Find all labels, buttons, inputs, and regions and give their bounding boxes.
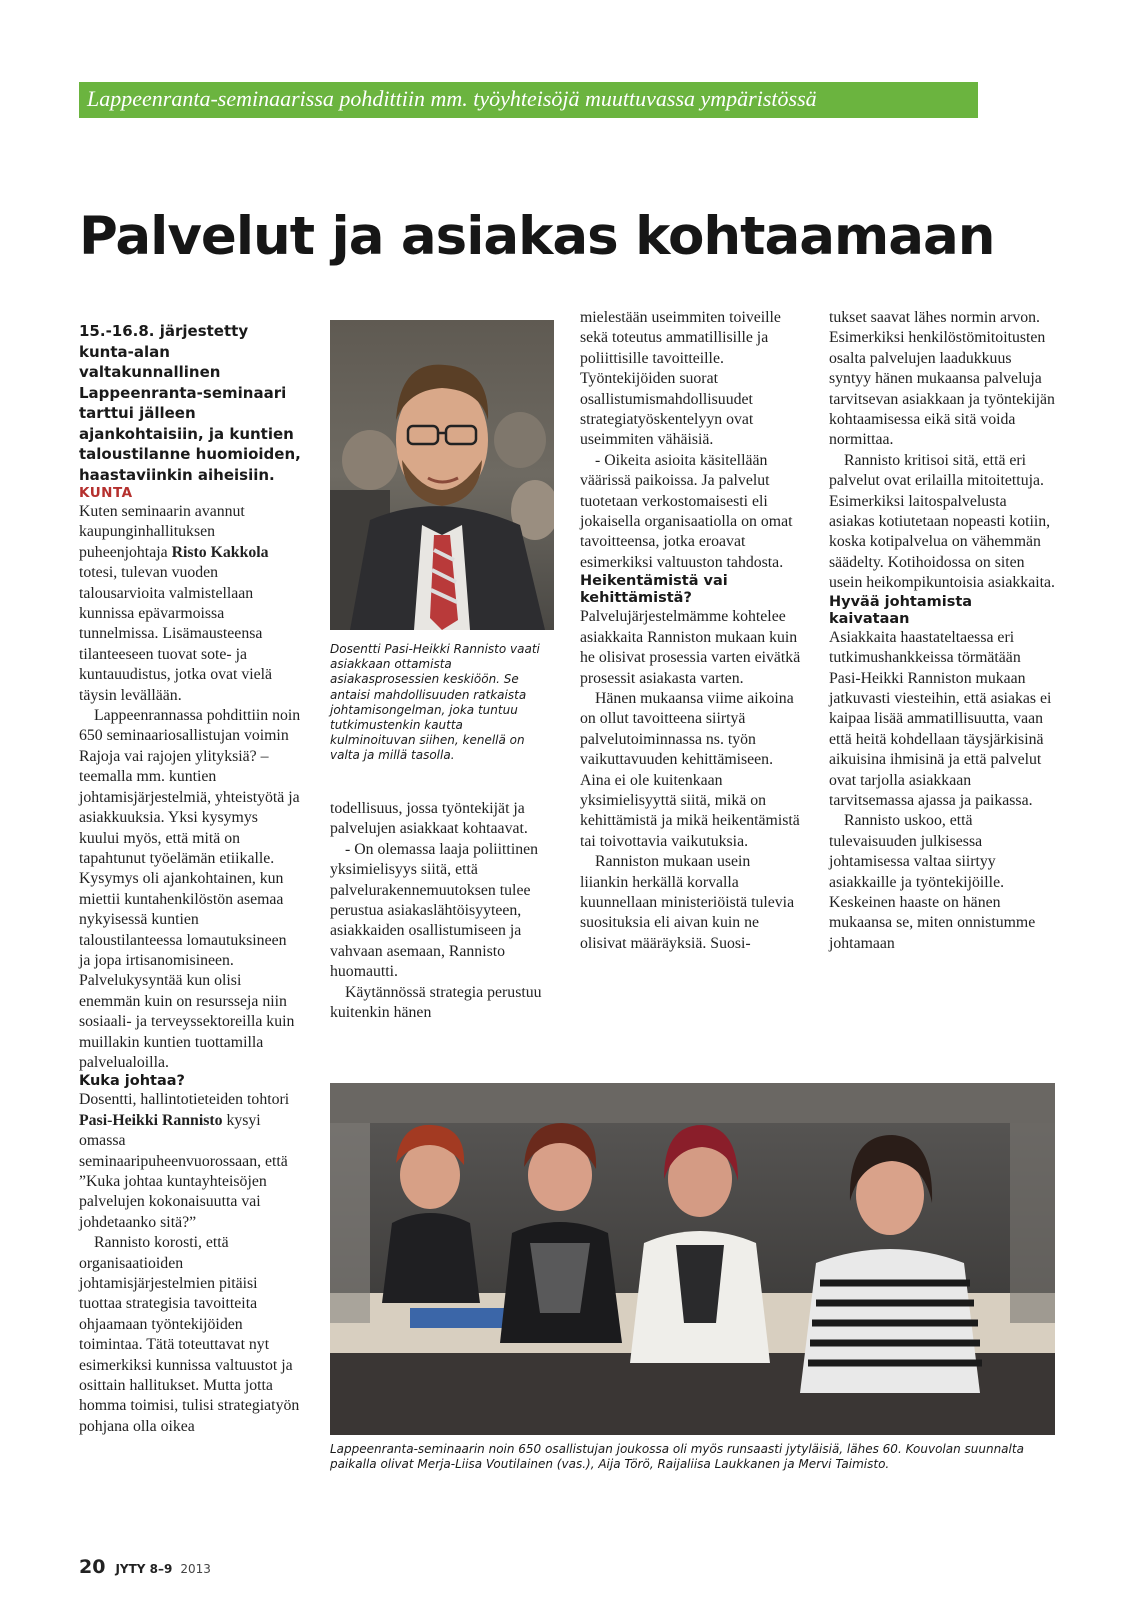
body-paragraph: Asiakkaita haastateltaessa eri tutkimushankkeissa törmätään Pasi-Heikki Ranniston mukaan jatkuvasti viesteihin, että asiakas ei kaipaa lisää ammatillisuutta, vaan että heitä kohdellaan täysjärkisinä aikuisina ihmisinä ja että palvelut ovat tarjolla asiakkaan tarvitsemassa ajassa ja paikassa. — [829, 628, 1052, 809]
article-headline: Palvelut ja asiakas kohtaamaan — [79, 206, 995, 267]
column-4 — [829, 308, 1055, 954]
body-paragraph: Palvelujärjestelmämme kohtelee asiakkaita Ranniston mukaan kuin he olisivat prosessia varten eivätkä prosessit asiakasta varten. — [580, 608, 801, 687]
page-number: 20 — [79, 1556, 106, 1578]
column-1 — [79, 321, 301, 1437]
portrait-caption: Dosentti Pasi-Heikki Rannisto vaati asiakkaan ottamista asiakasprosessien keskiöön. Se antaisi mahdollisuuden ratkaista johtamisongelman, joka tuntuu tutkimustenkin kautta kulminoituvan siihen, kenellä on valta ja millä tasolla. — [330, 642, 540, 763]
audience-photo-icon — [330, 1083, 1055, 1435]
subhead-hyvaa-johtamista: Hyvää johtamista kaivataan — [829, 593, 973, 627]
body-paragraph: Ranniston mukaan usein liiankin herkällä korvalla kuunnellaan ministeriöistä tulevia suosituksia eli aivan kuin ne olisivat määräyksiä. Suosi- — [580, 853, 795, 952]
subhead-kuka-johtaa: Kuka johtaa? — [79, 1073, 185, 1090]
issue-year: 2013 — [180, 1562, 211, 1576]
portrait-photo-icon — [330, 320, 554, 630]
column-2 — [330, 799, 554, 1023]
section-kicker: KUNTA — [79, 485, 133, 501]
banner-text: Lappeenranta-seminaarissa pohdittiin mm. työyhteisöjä muuttuvassa ympäristössä — [87, 86, 817, 111]
body-paragraph: - On olemassa laaja poliittinen yksimielisyys siitä, että palvelurakennemuutoksen tulee perustua asiakaslähtöisyyteen, asiakkaiden osallistumiseen ja vahvaan asemaan, Rannisto huomautti. — [330, 840, 539, 981]
body-paragraph: - Oikeita asioita käsitellään väärissä paikoissa. Ja palvelut tuotetaan verkostomaisesti eli jokaisella organisaatiolla on omat tavoitteensa, jotka eroavat esimerkiksi valtuuston tahdosta. — [580, 451, 793, 571]
body-paragraph: Rannisto kritisoi sitä, että eri palvelut ovat erilailla mitoitettuja. Esimerkiksi laitospalvelusta asiakas kotiutetaan nopeasti kotiin, koska kotipalvelua on vähemmän säädelty. Kotihoidossa on siten usein heikompikuntoisia asiakkaita. — [829, 451, 1055, 592]
body-paragraph: Lappeenrannassa pohdittiin noin 650 seminaariosallistujan voimin Rajoja vai rajojen ylityksiä? –teemalla mm. kuntien johtamisjärjestelmiä, yhteistyötä ja asiakkuuksia. Yksi kysymys kuului myös, että mitä on tapahtunut työelämän etiikalle. Kysymys oli ajankohtainen, kun miettii kuntahenkilöstön asemaa nykyisessä kuntien taloustilanteessa lomautuksineen ja jopa irtisanomisineen. Palvelukysyntää kun olisi enemmän kuin on resursseja niin sosiaali- ja terveyssektoreilla kuin muillakin kuntien tuottamilla palvelualoilla. — [79, 707, 301, 1071]
body-paragraph: todellisuus, jossa työntekijät ja palvelujen asiakkaat kohtaavat. — [330, 800, 528, 838]
section-banner — [79, 82, 978, 118]
body-paragraph: Dosentti, hallintotieteiden tohtori Pasi-Heikki Rannisto kysyi omassa seminaaripuheenvuorossaan, että ”Kuka johtaa kuntayhteisöjen palvelujen kokonaisuutta vai johdetaanko sitä?” — [79, 1091, 290, 1231]
audience-caption: Lappeenranta-seminaarin noin 650 osallistujan joukossa oli myös runsaasti jytyläisiä, lähes 60. Kouvolan suunnalta paikalla olivat Merja-Liisa Voutilainen (vas.), Aija Törö, Raijaliisa Laukkanen ja Mervi Taimisto. — [330, 1442, 1024, 1472]
body-paragraph: mielestään useimmiten toiveille sekä toteutus ammatillisille ja poliittisille tavoitteille. Työntekijöiden suorat osallistumismahdollisuudet strategiatyöskentelyyn ovat useimmiten vähäisiä. — [580, 309, 781, 449]
portrait-photo — [330, 320, 554, 630]
person-name: Risto Kakkola — [171, 543, 269, 561]
body-paragraph: Kuten seminaarin avannut kaupunginhallituksen puheenjohtaja Risto Kakkola totesi, tulevan vuoden talousarvioita valmistellaan kunnissa epävarmoissa tunnelmissa. Lisämausteensa tilanteeseen tuovat sote- ja kuntauudistus, jotka ovat vielä täysin levällään. — [79, 503, 273, 704]
body-paragraph: Hänen mukaansa viime aikoina on ollut tavoitteena siirtyä palvelutoiminnassa ns. työn vaikuttavuuden kehittämiseen. Aina ei ole kuitenkaan yksimielisyyttä siitä, mikä on kehittämistä ja mikä heikentämistä tai toivottavia vaikutuksia. — [580, 689, 800, 850]
person-name: Pasi-Heikki Rannisto — [79, 1111, 223, 1129]
page-footer — [79, 1556, 211, 1578]
body-paragraph: tukset saavat lähes normin arvon. Esimerkiksi henkilöstömitoitusten osalta palvelujen laadukkuus syntyy hänen mukaansa palveluja tarvitsevan asiakkaan ja työntekijän kohtaamisessa eikä sitä voida normittaa. — [829, 309, 1055, 449]
column-3 — [580, 308, 802, 954]
body-paragraph: Käytännössä strategia perustuu kuitenkin hänen — [330, 983, 542, 1022]
body-paragraph: Rannisto uskoo, että tulevaisuuden julkisessa johtamisessa valtaa siirtyy asiakkaille ja työntekijöille. Keskeinen haaste on hänen mukaansa se, miten onnistumme johtamaan — [829, 812, 1036, 952]
audience-photo — [330, 1083, 1055, 1435]
subhead-heikentamista: Heikentämistä vai kehittämistä? — [580, 573, 728, 607]
lead-paragraph: 15.-16.8. järjestetty kunta-alan valtakunnallinen Lappeenranta-seminaari tarttui jälleen ajankohtaisiin, ja kuntien taloustilanne huomioiden, haastaviinkin aiheisiin. — [79, 322, 301, 484]
magazine-name: JYTY 8–9 — [115, 1562, 173, 1576]
body-paragraph: Rannisto korosti, että organisaatioiden johtamisjärjestelmien pitäisi tuottaa strategisia tavoitteita ohjaamaan työntekijöiden toimintaa. Tätä toteuttavat nyt esimerkiksi kunnissa valtuustot ja osittain hallitukset. Mutta jotta homma toimisi, tulisi strategiatyön pohjana olla oikea — [79, 1234, 300, 1435]
